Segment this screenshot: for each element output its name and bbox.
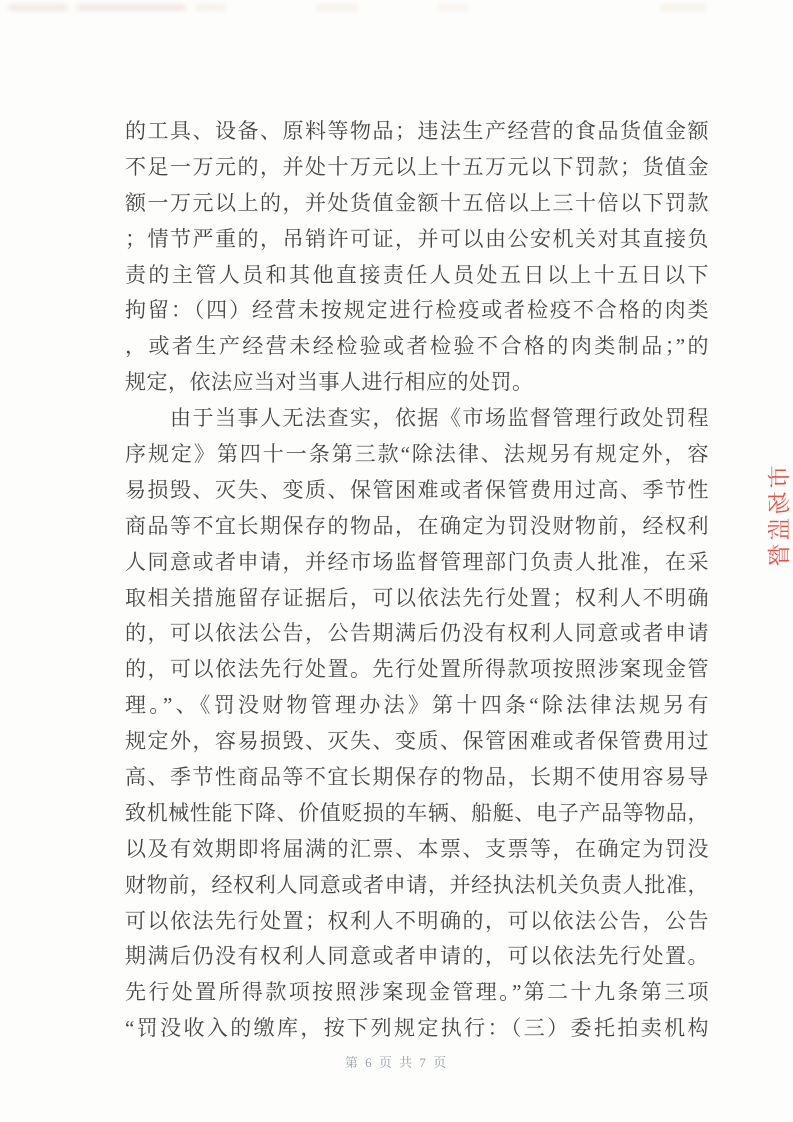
official-seal-fragment — [757, 440, 793, 600]
text-line: 财物前，经权利人同意或者申请，并经执法机关负责人批准， — [125, 872, 709, 897]
page-number: 第 6 页 共 7 页 — [344, 1055, 449, 1070]
text-line: 额一万元以上的，并处货值金额十五倍以上三十倍以下罚款 — [125, 190, 709, 215]
text-line: 理。”、《罚没财物管理办法》第十四条“除法律法规另有 — [125, 693, 709, 718]
text-line: 规定，依法应当对当事人进行相应的处罚。 — [125, 370, 534, 395]
text-line: 以及有效期即将届满的汇票、本票、支票等，在确定为罚没 — [125, 836, 709, 861]
text-line: 可以依法先行处置；权利人不明确的，可以依法公告，公告 — [125, 908, 709, 933]
text-line: ；情节严重的，吊销许可证，并可以由公安机关对其直接负 — [125, 226, 709, 251]
text-line: 的，可以依法先行处置。先行处置所得款项按照涉案现金管 — [125, 657, 709, 682]
text-line: 取相关措施留存证据后，可以依法先行处置；权利人不明确 — [125, 585, 709, 610]
scan-edge-artifact — [438, 4, 468, 11]
text-line: 由于当事人无法查实，依据《市场监督管理行政处罚程 — [125, 406, 709, 431]
text-line: 拘留：（四）经营未按规定进行检疫或者检疫不合格的肉类 — [125, 298, 709, 323]
text-line: 高、季节性商品等不宜长期保存的物品，长期不使用容易导 — [125, 765, 709, 790]
text-line: “罚没收入的缴库，按下列规定执行：（三）委托拍卖机构 — [125, 1016, 709, 1041]
text-line: 不足一万元的，并处十万元以上十五万元以下罚款；货值金 — [125, 154, 709, 179]
text-line: 人同意或者申请，并经市场监督管理部门负责人批准，在采 — [125, 549, 709, 574]
scan-edge-artifact — [660, 4, 706, 11]
seal-character: 监 — [767, 517, 792, 541]
text-line: 先行处置所得款项按照涉案现金管理。”第二十九条第三项 — [125, 980, 709, 1005]
scan-edge-artifact — [196, 4, 226, 11]
text-line: 易损毁、灭失、变质、保管困难或者保管费用过高、季节性 — [125, 477, 709, 502]
text-line: 序规定》第四十一条第三款“除法律、法规另有规定外，容 — [125, 442, 709, 467]
text-line: 的，可以依法公告，公告期满后仍没有权利人同意或者申请 — [125, 621, 709, 646]
seal-character: 市 — [767, 465, 792, 489]
seal-character: 督 — [767, 543, 792, 567]
text-line: ，或者生产经营未经检验或者检验不合格的肉类制品；”的 — [125, 334, 709, 359]
text-line: 商品等不宜长期保存的物品，在确定为罚没财物前，经权利 — [125, 513, 709, 538]
seal-character: 场 — [767, 491, 792, 515]
seal-border-stroke-icon — [767, 572, 793, 600]
document-body — [125, 114, 709, 1047]
text-line: 责的主管人员和其他直接责任人员处五日以上十五日以下 — [125, 262, 709, 287]
text-line: 规定外，容易损毁、灭失、变质、保管困难或者保管费用过 — [125, 729, 709, 754]
text-line: 的工具、设备、原料等物品；违法生产经营的食品货值金额 — [125, 119, 709, 143]
scan-edge-artifact — [316, 4, 358, 11]
seal-border-stroke-icon — [773, 438, 793, 466]
text-line: 致机械性能下降、价值贬损的车辆、船艇、电子产品等物品， — [125, 800, 709, 825]
scan-edge-artifact — [76, 4, 186, 11]
text-line: 期满后仍没有权利人同意或者申请的，可以依法先行处置。 — [125, 944, 709, 969]
seal-text — [765, 464, 793, 568]
scan-edge-artifact — [8, 4, 68, 11]
